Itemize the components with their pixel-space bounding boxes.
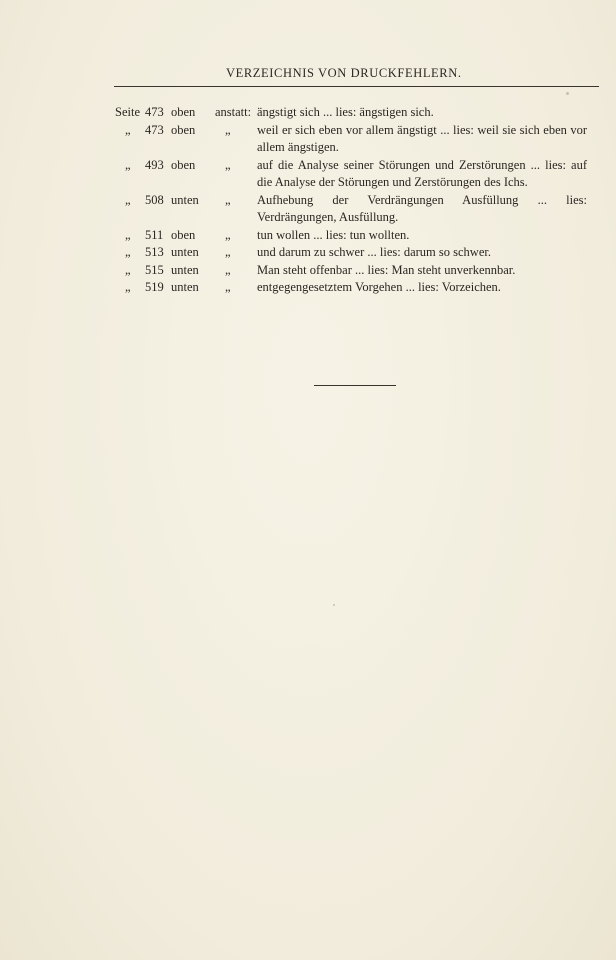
ditto-mark: „: [125, 280, 131, 294]
correction-text: und darum zu schwer ... lies: darum so schwer.: [257, 245, 491, 259]
errata-location: [115, 192, 255, 210]
correction-text: Aufhebung der Verdrängungen Ausfüllung ... lies: Verdrängungen, Ausfüllung.: [257, 192, 587, 224]
errata-entry: [115, 192, 601, 227]
page-number: 473: [145, 105, 164, 119]
errata-entry: [115, 104, 601, 122]
page-position: unten: [171, 280, 199, 294]
page-number: 493: [145, 157, 164, 172]
ditto-mark: „: [125, 245, 131, 259]
ditto-mark: „: [225, 192, 231, 207]
correction-text: ängstigt sich ... lies: ängstigen sich.: [257, 105, 434, 119]
ditto-mark: „: [225, 262, 231, 277]
errata-location: [115, 122, 255, 140]
errata-location: [115, 244, 255, 262]
page-position: oben: [171, 122, 196, 137]
correction-text: auf die Analyse seiner Störungen und Zerstörungen ... lies: auf die Analyse der Störungen und Zerstörungen des Ichs.: [257, 157, 587, 189]
anstatt-label: anstatt:: [215, 105, 252, 119]
page-number: 473: [145, 122, 164, 137]
page-number: 519: [145, 280, 164, 294]
correction-text: Man steht offenbar ... lies: Man steht unverkennbar.: [257, 262, 516, 277]
page-number: 511: [145, 227, 164, 242]
header-rule: [114, 86, 599, 87]
errata-location: [115, 262, 255, 280]
page-number: 508: [145, 192, 164, 207]
paper-speck: [566, 92, 569, 95]
ditto-mark: „: [225, 280, 231, 294]
ditto-mark: „: [225, 227, 231, 242]
ditto-mark: „: [125, 192, 131, 207]
section-end-rule: [314, 385, 396, 386]
page-position: oben: [171, 157, 196, 172]
ditto-mark: „: [125, 157, 131, 172]
errata-entry: [115, 279, 601, 297]
page-number: 513: [145, 245, 164, 259]
errata-location: [115, 157, 255, 175]
page-position: oben: [171, 105, 196, 119]
errata-location: [115, 279, 255, 297]
correction-text: tun wollen ... lies: tun wollten.: [257, 227, 410, 242]
errata-entry: [115, 244, 601, 262]
errata-location: [115, 227, 255, 245]
seite-label: Seite: [115, 105, 140, 119]
errata-list: [115, 104, 601, 297]
paper-speck: [333, 604, 335, 606]
ditto-mark: „: [125, 227, 131, 242]
correction-text: weil er sich eben vor allem ängstigt ... lies: weil sie sich eben vor allem ängstigen.: [257, 122, 587, 154]
ditto-mark: „: [225, 122, 231, 137]
running-head: VERZEICHNIS VON DRUCKFEHLERN.: [226, 66, 462, 80]
page-position: oben: [171, 227, 196, 242]
errata-location: [115, 104, 255, 122]
ditto-mark: „: [225, 245, 231, 259]
ditto-mark: „: [225, 157, 231, 172]
errata-entry: [115, 122, 601, 157]
page-number: 515: [145, 262, 164, 277]
page-position: unten: [171, 262, 199, 277]
correction-text: entgegengesetztem Vorgehen ... lies: Vorzeichen.: [257, 280, 501, 294]
errata-entry: [115, 227, 601, 245]
errata-entry: [115, 262, 601, 280]
ditto-mark: „: [125, 122, 131, 137]
page-position: unten: [171, 192, 199, 207]
ditto-mark: „: [125, 262, 131, 277]
page-position: unten: [171, 245, 199, 259]
errata-entry: [115, 157, 601, 192]
